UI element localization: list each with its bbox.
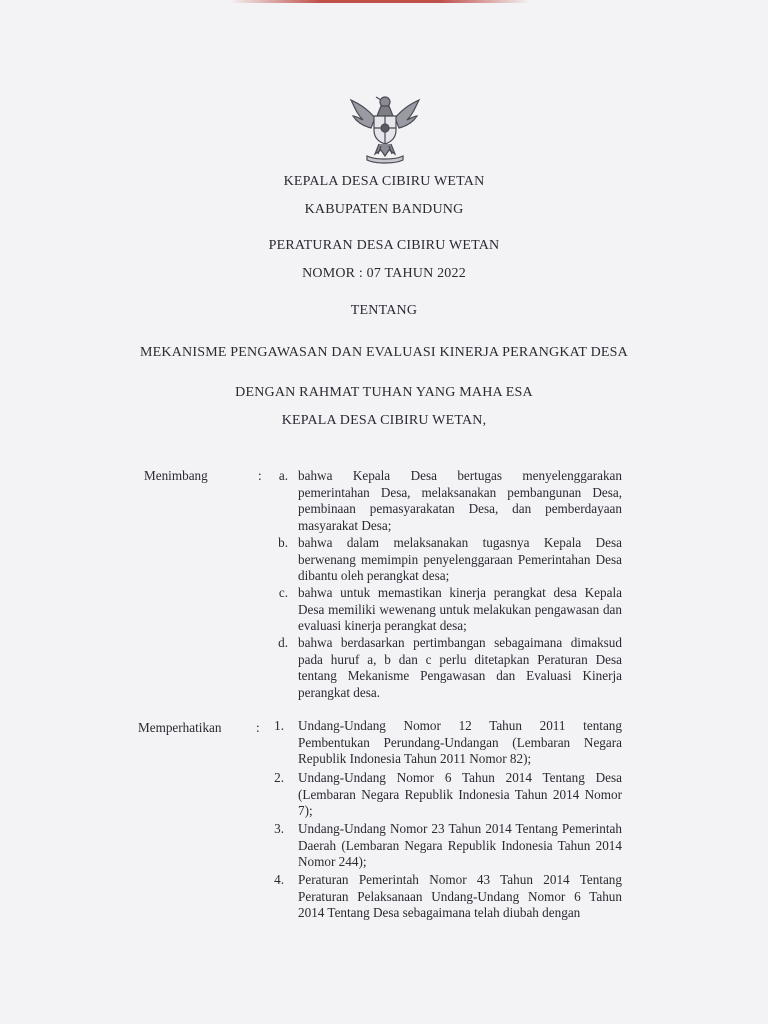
memperhatikan-item-4-marker: 4. [274,872,284,887]
blessing-line: DENGAN RAHMAT TUHAN YANG MAHA ESA [235,385,533,400]
menimbang-item-c: bahwa untuk memastikan kinerja perangkat desa Kepala Desa memiliki wewenang untuk melakukan pengawasan dan evaluasi kinerja perangkat desa; [298,585,622,633]
menimbang-item-d: bahwa berdasarkan pertimbangan sebagaimana dimaksud pada huruf a, b dan c perlu ditetapkan Peraturan Desa tentang Mekanisme Pengawasan dan Evaluasi Kinerja perangkat desa. [298,635,622,700]
menimbang-item-a-marker: a. [278,468,288,483]
header-title-line1: KEPALA DESA CIBIRU WETAN [283,174,485,189]
memperhatikan-item-4: Peraturan Pemerintah Nomor 43 Tahun 2014 Tentang Peraturan Pelaksanaan Undang-Undang Nomor 6 Tahun 2014 Tentang Desa sebagaimana telah diubah dengan [298,872,622,920]
regulation-title: PERATURAN DESA CIBIRU WETAN [268,238,500,253]
memperhatikan-item-3-marker: 3. [274,821,284,836]
memperhatikan-item-1-marker: 1. [274,718,284,733]
menimbang-item-d-marker: d. [278,635,288,650]
about-heading: TENTANG [350,303,418,318]
menimbang-item-b: bahwa dalam melaksanakan tugasnya Kepala Desa berwenang memimpin penyelenggaraan Pemerintahan Desa dibantu oleh perangkat desa; [298,535,622,583]
memperhatikan-item-3: Undang-Undang Nomor 23 Tahun 2014 Tentang Pemerintah Daerah (Lembaran Negara Republik Indonesia Tahun 2014 Nomor 244); [298,821,622,869]
memperhatikan-colon: : [256,720,260,735]
memperhatikan-item-2-marker: 2. [274,770,284,785]
authority-line: KEPALA DESA CIBIRU WETAN, [281,413,487,428]
menimbang-label: Menimbang [144,468,208,483]
memperhatikan-item-2: Undang-Undang Nomor 6 Tahun 2014 Tentang Desa (Lembaran Negara Republik Indonesia Tahun 2014 Nomor 7); [298,770,622,818]
memperhatikan-item-1: Undang-Undang Nomor 12 Tahun 2011 tentang Pembentukan Perundang-Undangan (Lembaran Negara Republik Indonesia Tahun 2011 Nomor 82); [298,718,622,766]
garuda-emblem-icon [345,92,425,164]
menimbang-item-c-marker: c. [278,585,288,600]
regulation-number: NOMOR : 07 TAHUN 2022 [302,266,466,281]
regulation-subject: MEKANISME PENGAWASAN DAN EVALUASI KINERJA PERANGKAT DESA [140,345,628,360]
menimbang-item-b-marker: b. [278,535,288,550]
memperhatikan-label: Memperhatikan [138,720,222,735]
page-top-edge [230,0,530,3]
menimbang-colon: : [258,468,262,483]
menimbang-item-a: bahwa Kepala Desa bertugas menyelenggarakan pemerintahan Desa, melaksanakan pembangunan Desa, pembinaan pemasyarakatan Desa, dan pemberdayaan masyarakat Desa; [298,468,622,533]
header-title-line2: KABUPATEN BANDUNG [304,202,464,217]
